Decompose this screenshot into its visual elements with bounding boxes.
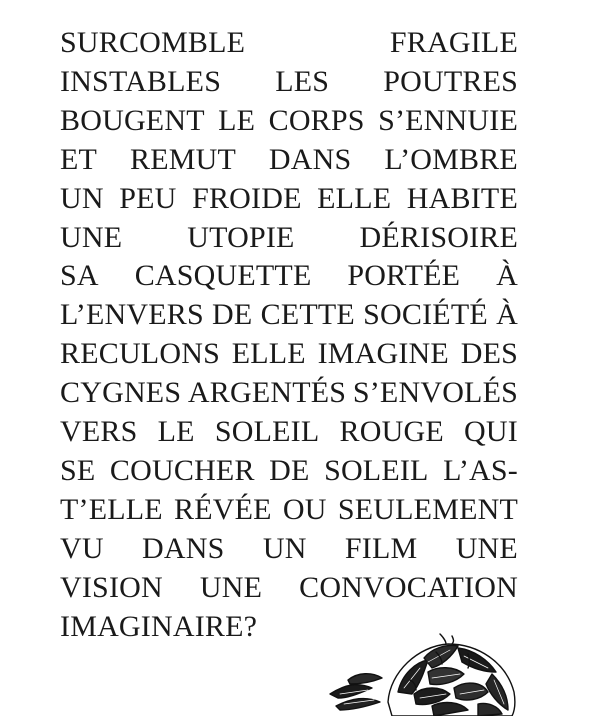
poem-line	[60, 335, 518, 374]
poem-word: DE	[269, 453, 310, 487]
poem-word: À	[496, 259, 518, 293]
poem-word: L’OMBRE	[384, 142, 518, 176]
poem-word: CASQUETTE	[134, 259, 312, 293]
poem-word: COUCHER	[109, 453, 255, 487]
poem-word: SOCIÉTÉ	[363, 298, 488, 332]
poem-word: ARGENTÉS	[187, 376, 347, 410]
poem-word: SOLEIL	[214, 415, 320, 449]
poem-word: VISION	[60, 570, 163, 604]
poem-word: SURCOMBLE	[60, 26, 246, 59]
poem-word: UN	[60, 181, 104, 215]
poem-word: RECULONS	[60, 337, 220, 371]
poem-word: REMUT	[129, 142, 236, 176]
poem-word: HABITE	[406, 181, 518, 215]
poem-word: S’ENVOLÉS	[352, 376, 518, 410]
poem-word: FRAGILE	[389, 26, 518, 59]
poem-word: UTOPIE	[187, 220, 295, 254]
poem-word: ET	[60, 142, 98, 176]
poem-line	[60, 413, 518, 452]
poem-word: DE	[212, 298, 253, 332]
poem-line	[60, 452, 518, 491]
poem-text-block	[60, 24, 518, 647]
poem-word: UN	[262, 531, 307, 565]
poem-word: POUTRES	[383, 64, 518, 98]
poem-word: UNE	[199, 570, 263, 604]
poem-word: SEULEMENT	[337, 492, 518, 526]
poem-word: SOLEIL	[324, 453, 429, 487]
poem-word: UNE	[455, 531, 518, 565]
poem-line	[60, 374, 518, 413]
poem-word: DANS	[142, 531, 225, 565]
poem-word: IMAGINE	[317, 337, 449, 371]
poem-word: ELLE	[231, 337, 306, 371]
poem-word: S’ENNUIE	[378, 103, 518, 137]
poem-word: CYGNES	[60, 376, 182, 410]
poem-word: SE	[60, 453, 96, 487]
poem-word: À	[496, 298, 518, 332]
poem-word: L’ENVERS	[60, 298, 204, 332]
poem-word: FILM	[344, 531, 418, 565]
poem-word: OU	[282, 492, 327, 526]
poem-word: VU	[60, 531, 104, 565]
poem-word: UNE	[60, 220, 123, 254]
poem-line	[60, 296, 518, 335]
poem-line	[60, 63, 518, 102]
poem-word: DÉRISOIRE	[359, 220, 518, 254]
poem-word: LE	[157, 415, 195, 449]
poem-word: DES	[460, 337, 518, 371]
poem-word: CONVOCATION	[299, 570, 518, 604]
poem-word: INSTABLES	[60, 64, 222, 98]
poem-line	[60, 257, 518, 296]
poem-line	[60, 102, 518, 141]
poem-word: ELLE	[317, 181, 392, 215]
poem-word: CETTE	[260, 298, 355, 332]
poem-word: DANS	[268, 142, 352, 176]
poem-word: L’AS-	[443, 453, 518, 487]
poem-word: LE	[218, 103, 256, 137]
poem-word: BOUGENT	[60, 103, 205, 137]
poem-word: CORPS	[268, 103, 365, 137]
poem-word: PORTÉE	[347, 259, 461, 293]
poem-line	[60, 24, 518, 63]
poem-word: PEU	[119, 181, 177, 215]
poem-line	[60, 219, 518, 258]
flower-drawing-icon	[328, 632, 528, 716]
poem-line	[60, 491, 518, 530]
poem-line	[60, 569, 518, 608]
poem-word: QUI	[464, 415, 518, 449]
poem-word: FROIDE	[192, 181, 302, 215]
poem-line	[60, 141, 518, 180]
poem-word: VERS	[60, 415, 138, 449]
poem-word: ROUGE	[339, 415, 444, 449]
poem-line	[60, 530, 518, 569]
poem-line	[60, 180, 518, 219]
poem-word: RÉVÉE	[174, 492, 272, 526]
poem-word: LES	[275, 64, 330, 98]
poem-word: T’ELLE	[60, 492, 163, 526]
poem-word: SA	[60, 259, 99, 293]
poem-word: IMAGINAIRE?	[60, 609, 258, 643]
